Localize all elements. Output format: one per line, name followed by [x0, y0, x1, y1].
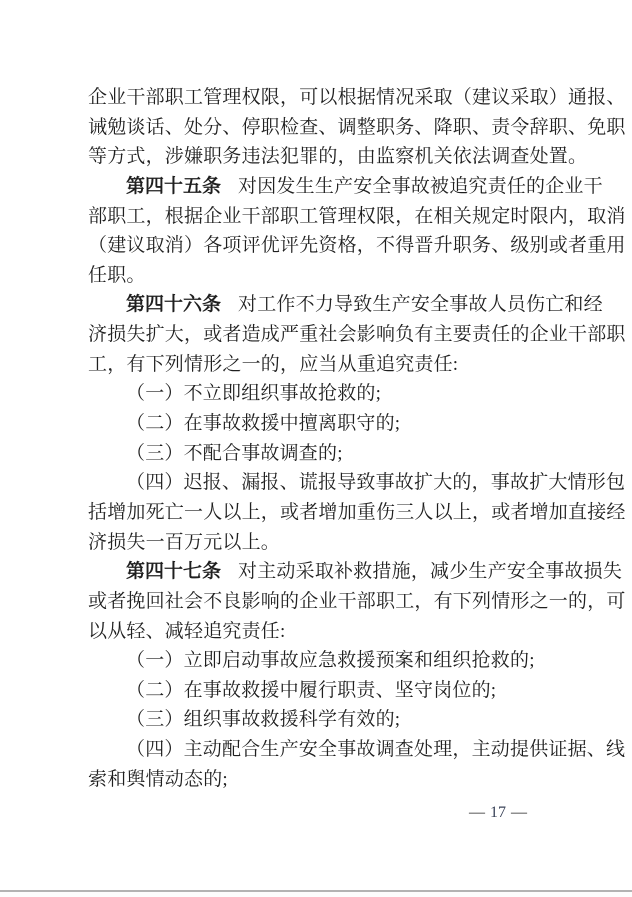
text-line [88, 735, 632, 765]
line-text: 索和舆情动态的; [88, 768, 228, 790]
line-text: 等方式，涉嫌职务违法犯罪的，由监察机关依法调查处置。 [88, 146, 588, 168]
text-line [88, 765, 632, 795]
line-text: 任职。 [88, 264, 146, 286]
line-text: 对主动采取补救措施，减少生产安全事故损失 [238, 561, 623, 583]
line-text: 括增加死亡一人以上，或者增加重伤三人以上，或者增加直接经 [88, 501, 626, 523]
line-text: （三）不配合事故调查的; [126, 442, 343, 464]
line-text: 诫勉谈话、处分、停职检查、调整职务、降职、责令辞职、免职 [88, 116, 626, 138]
text-line [88, 676, 632, 706]
text-line [88, 617, 632, 647]
text-line [88, 172, 632, 202]
text-line [88, 113, 632, 143]
text-line [88, 290, 632, 320]
footer-right-dash: — [511, 804, 527, 821]
line-text: （三）组织事故救援科学有效的; [126, 709, 401, 731]
line-text: （一）立即启动事故应急救援预案和组织抢救的; [126, 650, 535, 672]
text-line [88, 379, 632, 409]
text-line [88, 350, 632, 380]
article-number: 第四十六条 [126, 294, 222, 316]
line-text: 企业干部职工管理权限，可以根据情况采取（建议采取）通报、 [88, 87, 626, 108]
line-text: 济损失一百万元以上。 [88, 531, 281, 553]
article-number: 第四十五条 [126, 175, 222, 197]
line-text: （二）在事故救援中履行职责、坚守岗位的; [126, 679, 497, 701]
line-text: 济损失扩大，或者造成严重社会影响负有主要责任的企业干部职 [88, 324, 626, 346]
below-page-area [0, 892, 632, 897]
text-line [88, 261, 632, 291]
text-line [88, 320, 632, 350]
line-text: 或者挽回社会不良影响的企业干部职工，有下列情形之一的，可 [88, 590, 626, 612]
line-text: （建议取消）各项评优评先资格，不得晋升职务、级别或者重用 [88, 235, 626, 257]
line-text: 对因发生生产安全事故被追究责任的企业干 [238, 175, 603, 197]
text-line [88, 202, 632, 232]
line-text: （二）在事故救援中擅离职守的; [126, 413, 401, 435]
text-line [88, 231, 632, 261]
line-text: 工，有下列情形之一的，应当从重追究责任: [88, 353, 459, 375]
text-line [88, 557, 632, 587]
text-line [88, 409, 632, 439]
text-line [88, 142, 632, 172]
line-text: 对工作不力导致生产安全事故人员伤亡和经 [238, 294, 603, 316]
line-text: 以从轻、减轻追究责任: [88, 620, 286, 642]
line-text: 部职工，根据企业干部职工管理权限，在相关规定时限内，取消 [88, 205, 626, 227]
text-line [88, 705, 632, 735]
page-footer [464, 804, 532, 822]
text-block [88, 83, 632, 794]
page-number: 17 [490, 804, 506, 821]
text-line [88, 468, 632, 498]
line-text: （四）迟报、漏报、谎报导致事故扩大的，事故扩大情形包 [126, 472, 626, 494]
footer-left-dash: — [469, 804, 485, 821]
article-number: 第四十七条 [126, 561, 222, 583]
text-line [88, 587, 632, 617]
text-line [88, 646, 632, 676]
text-line [88, 528, 632, 558]
text-line [88, 83, 632, 113]
text-line [88, 439, 632, 469]
line-text: （一）不立即组织事故抢救的; [126, 383, 382, 405]
text-line [88, 498, 632, 528]
line-text: （四）主动配合生产安全事故调查处理，主动提供证据、线 [126, 739, 626, 761]
